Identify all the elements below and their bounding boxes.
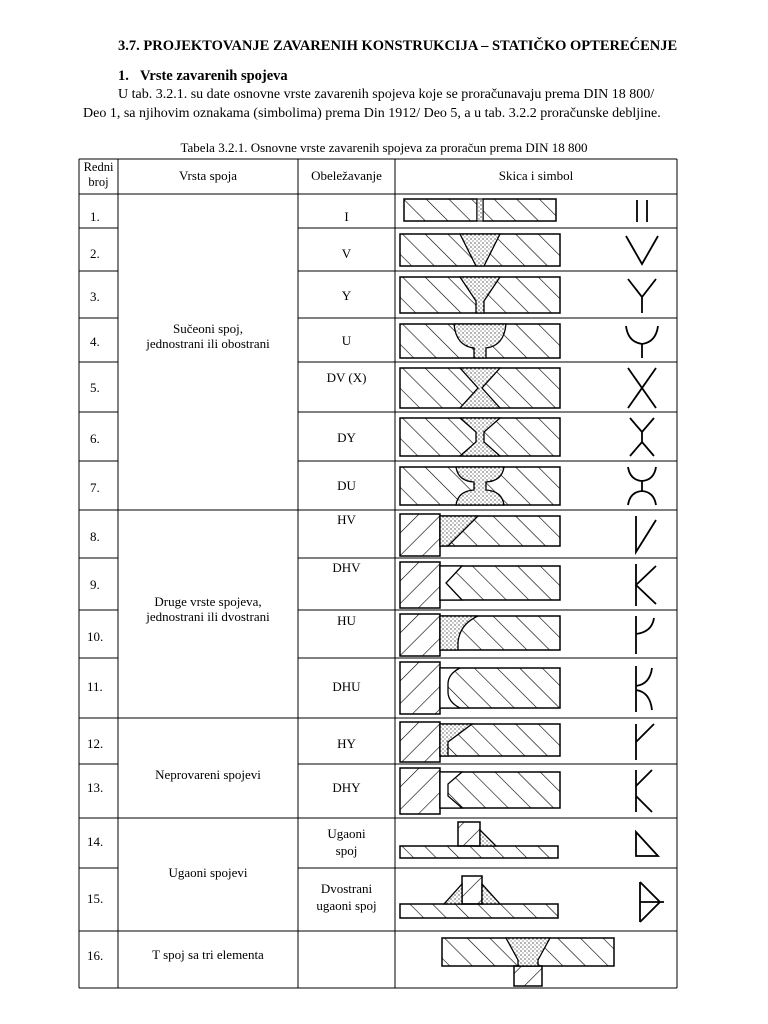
- row-number: 9.: [90, 577, 100, 592]
- header-row-number-line1: Redni: [83, 160, 114, 174]
- weld-symbol-dhv: [628, 560, 662, 610]
- paragraph-line-2: Deo 1, sa njihovim oznakama (simbolima) prema Din 1912/ Deo 5, a u tab. 3.2.2 proračunske debljine.: [83, 106, 661, 121]
- weld-sketch-dhy: [398, 766, 562, 816]
- header-marking: Obeležavanje: [311, 168, 382, 183]
- weld-symbol-i: [625, 196, 665, 226]
- marking-code: DHV: [332, 560, 361, 575]
- row-number: 8.: [90, 529, 100, 544]
- row-number: 16.: [87, 948, 104, 963]
- weld-sketch-dhv: [398, 560, 562, 610]
- weld-symbol-dhu: [628, 660, 662, 716]
- row-number: 13.: [87, 780, 104, 795]
- marking-code: DV (X): [326, 370, 367, 385]
- marking-code-line2: spoj: [335, 843, 358, 858]
- group-other-joints: [118, 595, 298, 625]
- marking-code: U: [341, 333, 352, 348]
- weld-sketch-double-y-butt: [398, 414, 562, 460]
- group-fillet-joints: Ugaoni spojevi: [168, 865, 248, 880]
- marking-code: DHU: [332, 679, 361, 694]
- marking-code: Y: [341, 288, 352, 303]
- weld-symbol-double-u: [622, 463, 662, 509]
- row-number: 4.: [90, 334, 100, 349]
- weld-sketch-t-joint-three: [440, 934, 616, 988]
- marking-code-line1: Ugaoni: [327, 826, 366, 841]
- marking-code: I: [344, 209, 349, 224]
- group-unwelded-joints: Neprovareni spojevi: [155, 767, 261, 782]
- row-number: 12.: [87, 736, 104, 751]
- group-other-joints-line2: jednostrani ili dvostrani: [146, 608, 270, 624]
- subsection-title: Vrste zavarenih spojeva: [140, 68, 288, 84]
- group-butt-joint: [118, 322, 298, 352]
- header-row-number: [79, 160, 118, 190]
- row-number: 14.: [87, 834, 104, 849]
- weld-symbol-u: [622, 320, 662, 362]
- row-number: 7.: [90, 480, 100, 495]
- weld-symbol-double-v: [622, 364, 662, 412]
- weld-symbol-dhy: [628, 766, 662, 816]
- weld-sketch-dhu: [398, 660, 562, 716]
- weld-symbol-hy: [628, 720, 662, 764]
- weld-symbol-double-fillet: [630, 870, 670, 930]
- weld-sketch-hy: [398, 720, 562, 764]
- marking-code: [298, 880, 395, 914]
- weld-sketch-double-v-butt: [398, 364, 562, 412]
- row-number: 1.: [90, 209, 100, 224]
- weld-symbol-y: [622, 273, 662, 317]
- weld-sketch-v-butt: [398, 230, 562, 270]
- group-other-joints-line1: Druge vrste spojeva,: [154, 594, 262, 609]
- group-butt-joint-line1: Sučeoni spoj,: [172, 321, 244, 336]
- marking-code-line2: ugaoni spoj: [316, 898, 377, 913]
- row-number: 10.: [87, 629, 104, 644]
- row-number: 3.: [90, 289, 100, 304]
- marking-code: HY: [337, 736, 356, 751]
- weld-sketch-u-butt: [398, 320, 562, 362]
- marking-code: DY: [337, 430, 356, 445]
- header-row-number-line2: broj: [88, 175, 109, 189]
- weld-symbol-double-y: [622, 414, 662, 460]
- row-number: 6.: [90, 431, 100, 446]
- weld-symbol-hv: [628, 512, 662, 558]
- row-number: 5.: [90, 380, 100, 395]
- group-t-joint: T spoj sa tri elementa: [152, 947, 264, 962]
- group-butt-joint-line2: jednostrani ili obostrani: [146, 335, 270, 351]
- row-number: 2.: [90, 246, 100, 261]
- marking-code: V: [341, 246, 352, 261]
- marking-code: DU: [337, 478, 356, 493]
- weld-sketch-double-u-butt: [398, 463, 562, 509]
- marking-code: HU: [337, 613, 356, 628]
- row-number: 11.: [87, 679, 103, 694]
- weld-sketch-hv: [398, 512, 562, 558]
- weld-symbol-v: [622, 230, 662, 270]
- subsection-number: 1.: [118, 68, 129, 84]
- weld-sketch-hu: [398, 612, 562, 658]
- marking-code: DHY: [332, 780, 361, 795]
- weld-sketch-y-butt: [398, 273, 562, 317]
- weld-symbol-hu: [628, 612, 662, 658]
- weld-sketch-double-fillet: [398, 870, 562, 930]
- row-number: 15.: [87, 891, 104, 906]
- weld-symbol-fillet: [630, 820, 664, 866]
- section-title: 3.7. PROJEKTOVANJE ZAVARENIH KONSTRUKCIJA – STATIČKO OPTEREĆENJE: [118, 38, 678, 54]
- header-joint-type: Vrsta spoja: [178, 168, 238, 183]
- weld-sketch-i-butt: [400, 196, 560, 226]
- paragraph-line-1: U tab. 3.2.1. su date osnovne vrste zavarenih spojeva koje se proračunavaju prema DIN 18 800/: [118, 87, 655, 102]
- header-sketch-symbol: Skica i simbol: [498, 168, 574, 183]
- table-caption: Tabela 3.2.1. Osnovne vrste zavarenih spojeva za proračun prema DIN 18 800: [180, 140, 588, 155]
- weld-sketch-fillet: [398, 820, 562, 866]
- marking-code-line1: Dvostrani: [320, 881, 373, 896]
- marking-code: [298, 825, 395, 859]
- marking-code: HV: [337, 512, 356, 527]
